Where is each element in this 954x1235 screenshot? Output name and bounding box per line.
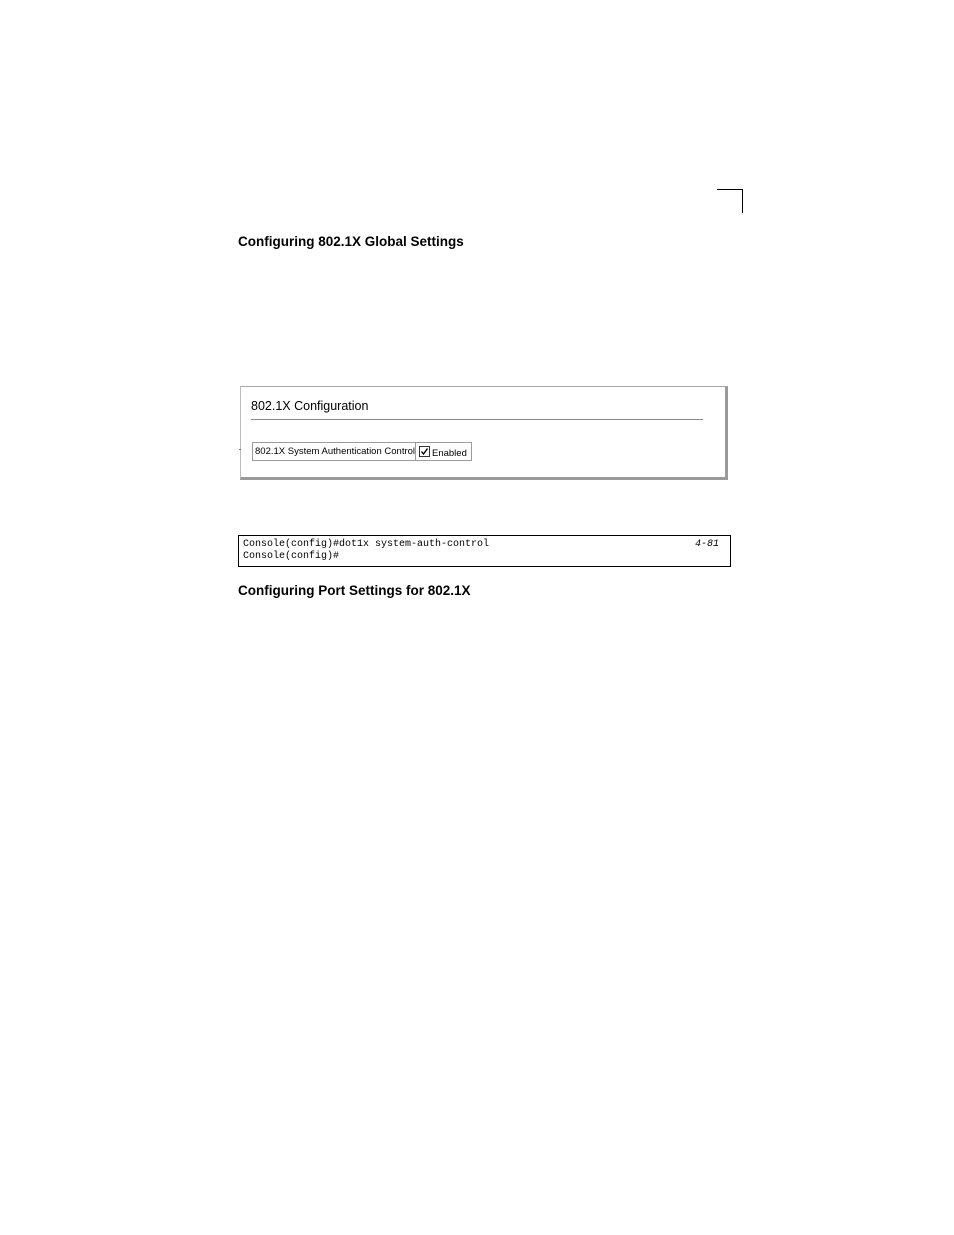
- console-command-line: Console(config)#dot1x system-auth-control: [243, 539, 490, 550]
- crop-mark-vertical: [742, 189, 743, 213]
- enabled-checkbox[interactable]: [419, 446, 430, 457]
- section-heading-global-settings: Configuring 802.1X Global Settings: [238, 234, 464, 249]
- crop-mark-horizontal: [717, 189, 743, 190]
- checkmark-icon: [420, 447, 429, 456]
- enabled-checkbox-label[interactable]: Enabled: [432, 447, 467, 459]
- command-page-reference: 4-81: [694, 539, 719, 550]
- panel-edge-tick: [239, 449, 241, 450]
- system-auth-control-value-cell: [416, 442, 472, 461]
- section-heading-port-settings: Configuring Port Settings for 802.1X: [238, 583, 471, 598]
- system-auth-control-label: 802.1X System Authentication Control: [252, 442, 416, 461]
- console-prompt-line: Console(config)#: [243, 551, 340, 562]
- system-auth-control-row: [252, 442, 472, 461]
- console-example-box: [238, 535, 731, 567]
- panel-bottom-artifact: [549, 477, 609, 481]
- panel-title: 802.1X Configuration: [251, 399, 369, 413]
- panel-title-divider: [251, 419, 703, 420]
- dot1x-configuration-panel: [240, 386, 728, 480]
